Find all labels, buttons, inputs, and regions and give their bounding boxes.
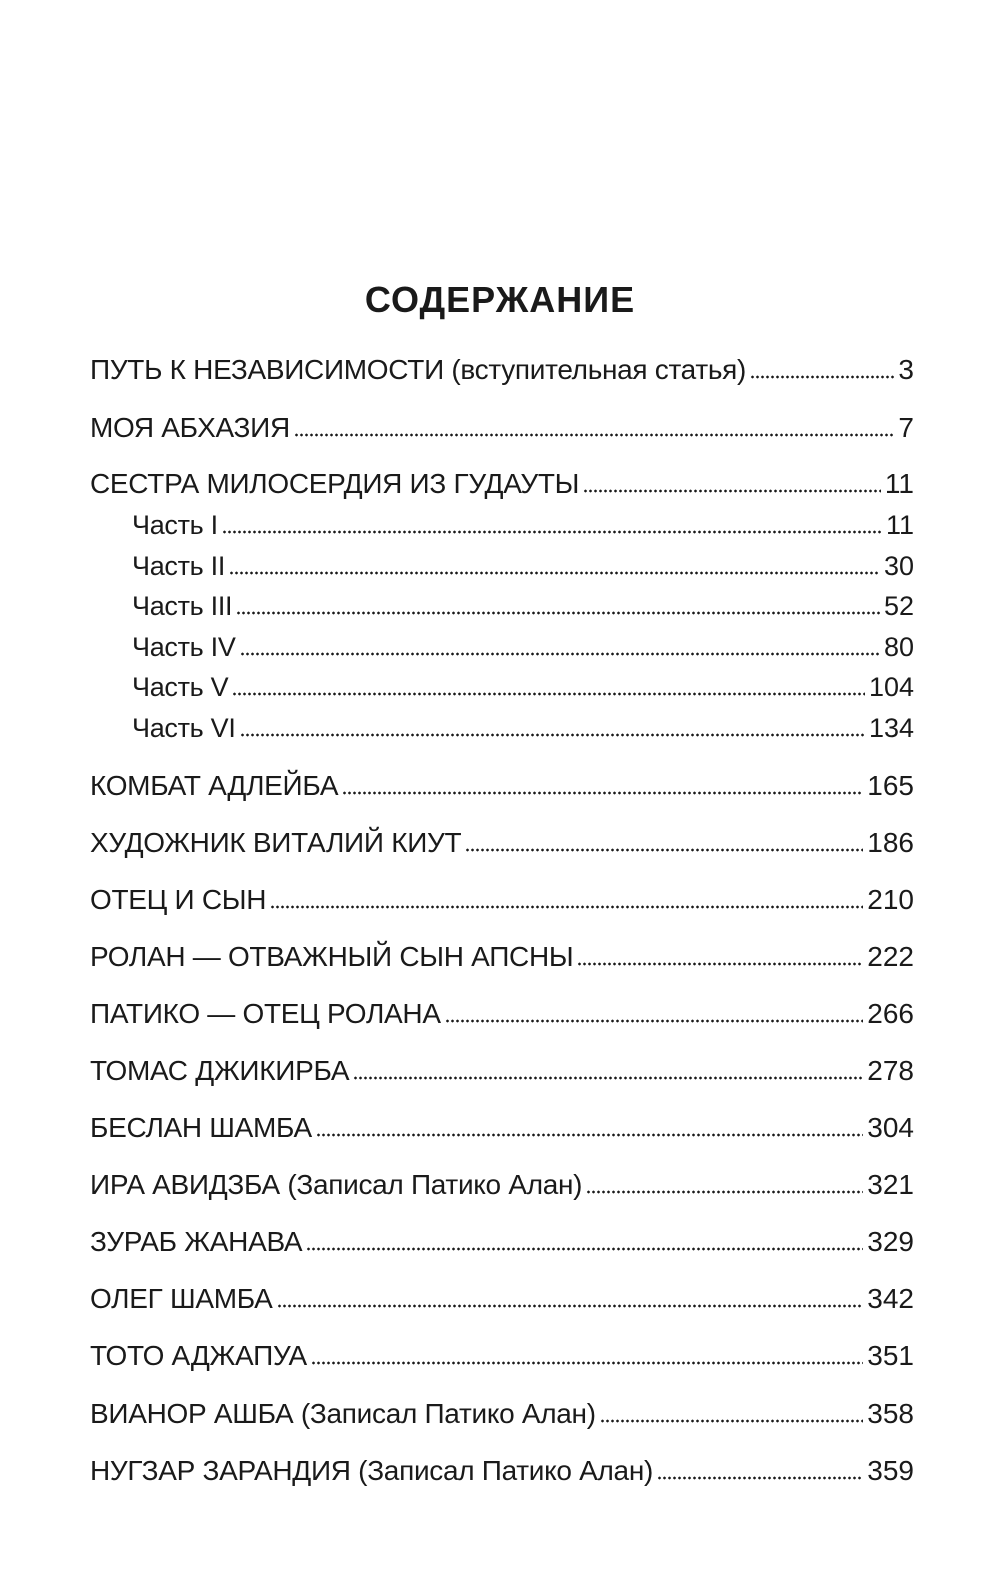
toc-entry	[90, 1396, 914, 1432]
dot-leader	[240, 733, 865, 737]
dot-leader	[277, 1304, 864, 1308]
toc-entry	[90, 825, 914, 861]
toc-subentry-title: Часть I	[132, 510, 218, 540]
toc-subentry-page: 104	[868, 672, 914, 702]
toc-subentry	[132, 507, 914, 543]
dot-leader	[311, 1361, 863, 1365]
toc-entry	[90, 1053, 914, 1089]
dot-leader	[316, 1133, 863, 1137]
dot-leader	[465, 848, 863, 852]
toc-entry-page: 359	[867, 1455, 914, 1486]
toc-subentry-page: 80	[883, 632, 914, 662]
dot-leader	[577, 962, 863, 966]
toc-subentry	[132, 548, 914, 584]
toc-subentry-title: Часть IV	[132, 632, 236, 662]
toc-entry	[90, 1110, 914, 1146]
toc-entry-title: ТОМАС ДЖИКИРБА	[90, 1055, 350, 1086]
toc-entry-page: 351	[867, 1340, 914, 1371]
toc-subentry	[132, 588, 914, 624]
toc-entry-page: 358	[867, 1398, 914, 1429]
toc-entry-page: 329	[867, 1226, 914, 1257]
toc-entry-page: 321	[867, 1169, 914, 1200]
toc-entry-page: 342	[867, 1283, 914, 1314]
toc-entry-page: 11	[884, 468, 914, 499]
toc-subentry	[132, 669, 914, 705]
toc-entry-title: ПАТИКО — ОТЕЦ РОЛАНА	[90, 998, 441, 1029]
dot-leader	[353, 1076, 863, 1080]
toc-subentry-page: 52	[883, 591, 914, 621]
toc-entry-title: ОТЕЦ И СЫН	[90, 884, 267, 915]
toc-entry-page: 165	[867, 770, 914, 801]
toc-entry	[90, 882, 914, 918]
dot-leader	[750, 375, 894, 379]
toc-entry-page: 7	[898, 412, 914, 443]
dot-leader	[586, 1190, 863, 1194]
toc-entry-page: 186	[867, 827, 914, 858]
dot-leader	[240, 652, 880, 656]
dot-leader	[600, 1419, 864, 1423]
toc-entry-title: ТОТО АДЖАПУА	[90, 1340, 307, 1371]
dot-leader	[229, 571, 880, 575]
toc-subentry-title: Часть II	[132, 551, 226, 581]
dot-leader	[657, 1476, 863, 1480]
toc-entry-page: 266	[867, 998, 914, 1029]
toc-entry	[90, 939, 914, 975]
dot-leader	[342, 791, 863, 795]
toc-subentry-page: 134	[868, 713, 914, 743]
toc-entry	[90, 1338, 914, 1374]
toc-entry	[90, 1281, 914, 1317]
dot-leader	[306, 1247, 863, 1251]
toc-entry-title: ИРА АВИДЗБА (Записал Патико Алан)	[90, 1169, 583, 1200]
toc-subentry	[132, 629, 914, 665]
toc-subentry-page: 11	[885, 510, 914, 540]
dot-leader	[270, 905, 863, 909]
toc-entry-page: 222	[867, 941, 914, 972]
toc-entry	[90, 1224, 914, 1260]
dot-leader	[294, 433, 895, 437]
toc-subentry	[132, 710, 914, 746]
toc-entry	[90, 996, 914, 1032]
toc-entry	[90, 410, 914, 446]
toc-entry-page: 210	[867, 884, 914, 915]
toc-entry-title: ВИАНОР АШБА (Записал Патико Алан)	[90, 1398, 596, 1429]
toc-entry	[90, 1167, 914, 1203]
dot-leader	[583, 489, 881, 493]
toc-subentry-title: Часть III	[132, 591, 233, 621]
dot-leader	[236, 611, 880, 615]
toc-entry-title: СЕСТРА МИЛОСЕРДИЯ ИЗ ГУДАУТЫ	[90, 468, 580, 499]
toc-entry-title: ЗУРАБ ЖАНАВА	[90, 1226, 303, 1257]
toc-entry-title: ПУТЬ К НЕЗАВИСИМОСТИ (вступительная статья)	[90, 354, 747, 385]
toc-entry	[90, 352, 914, 388]
toc-subentry-title: Часть V	[132, 672, 229, 702]
dot-leader	[232, 692, 865, 696]
toc-entry	[90, 1453, 914, 1489]
toc-entry-title: МОЯ АБХАЗИЯ	[90, 412, 290, 443]
toc-entry-title: ХУДОЖНИК ВИТАЛИЙ КИУТ	[90, 827, 462, 858]
dot-leader	[445, 1019, 864, 1023]
toc-entry-title: РОЛАН — ОТВАЖНЫЙ СЫН АПСНЫ	[90, 941, 574, 972]
toc-entry	[90, 768, 914, 804]
toc-entry-title: БЕСЛАН ШАМБА	[90, 1112, 312, 1143]
toc-subentry-page: 30	[883, 551, 914, 581]
toc-entry	[90, 466, 914, 502]
toc-entry-page: 278	[867, 1055, 914, 1086]
page-title: СОДЕРЖАНИЕ	[364, 279, 636, 320]
toc-entry-title: ОЛЕГ ШАМБА	[90, 1283, 273, 1314]
toc-entry-title: КОМБАТ АДЛЕЙБА	[90, 770, 339, 801]
toc-entry-page: 3	[898, 354, 914, 385]
dot-leader	[222, 530, 882, 534]
toc-subentry-title: Часть VI	[132, 713, 236, 743]
toc-entry-page: 304	[867, 1112, 914, 1143]
toc-entry-title: НУГЗАР ЗАРАНДИЯ (Записал Патико Алан)	[90, 1455, 654, 1486]
